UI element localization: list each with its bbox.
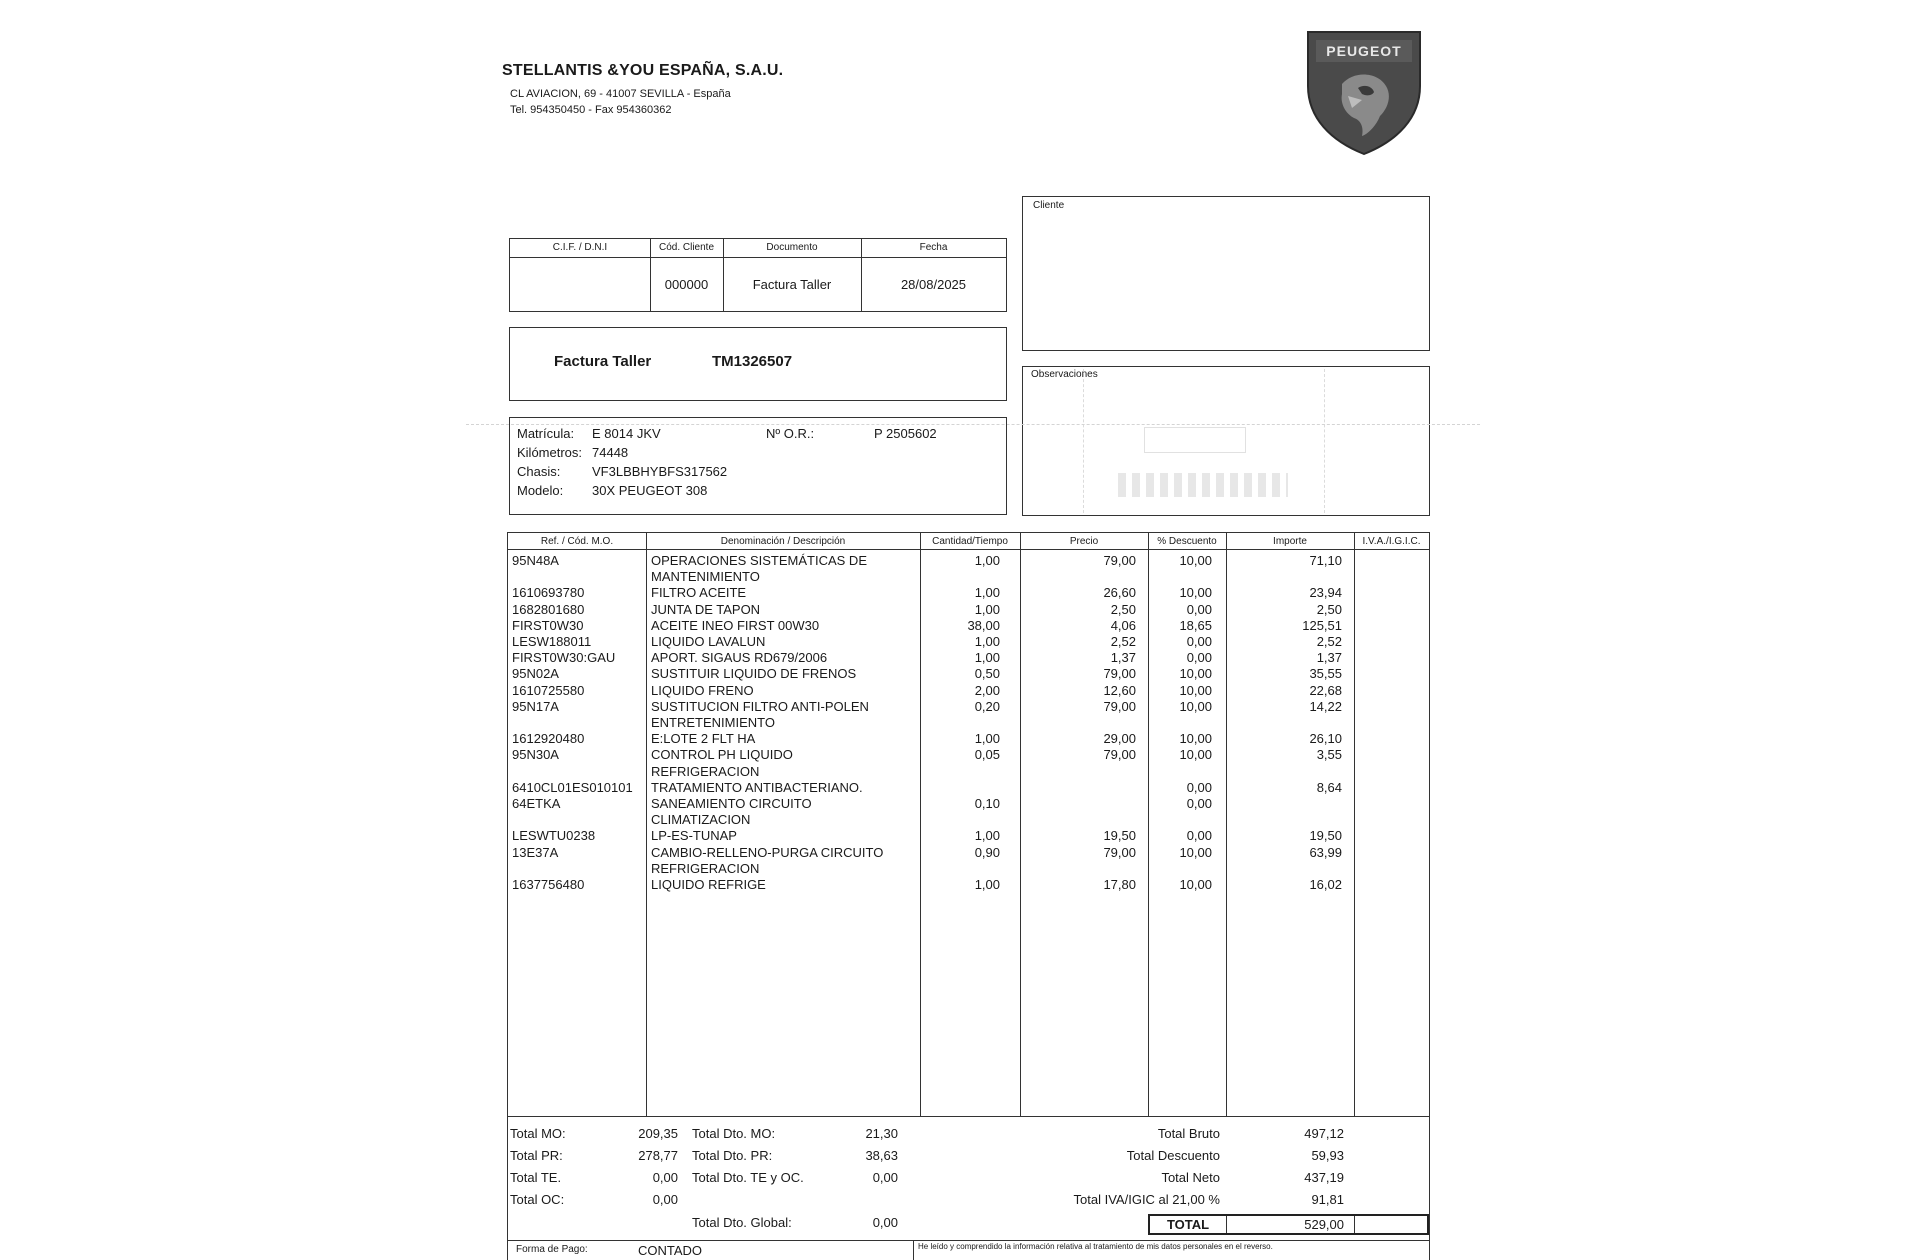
cell-qty: 0,10 xyxy=(974,796,1000,811)
dto-global-label: Total Dto. Global: xyxy=(692,1215,792,1230)
cell-ref: LESWTU0238 xyxy=(512,828,596,844)
cell-desc-continued: CLIMATIZACION xyxy=(651,812,751,828)
total-bruto-value: 497,12 xyxy=(1304,1126,1344,1141)
col-header-qty: Cantidad/Tiempo xyxy=(920,533,1020,550)
modelo-value: 30X PEUGEOT 308 xyxy=(592,483,708,498)
cod-cliente-value: 000000 xyxy=(664,277,709,292)
cell-amount: 23,94 xyxy=(1309,585,1342,601)
total-bruto-label: Total Bruto xyxy=(1157,1126,1220,1141)
total-neto-value: 437,19 xyxy=(1304,1170,1344,1185)
cell-qty: 1,00 xyxy=(974,601,1000,617)
table-row xyxy=(508,828,1429,844)
footer xyxy=(507,1240,1430,1260)
cell-disc: 10,00 xyxy=(1179,698,1212,714)
total-box xyxy=(1148,1214,1429,1235)
document-header-box xyxy=(509,238,1007,312)
total-te-label: Total TE. xyxy=(510,1170,562,1185)
cell-qty: 0,90 xyxy=(974,844,1000,860)
cell-price: 79,00 xyxy=(1103,747,1136,763)
cell-desc: FILTRO ACEITE xyxy=(651,585,747,601)
col-header-amount: Importe xyxy=(1226,533,1354,550)
chasis-value: VF3LBBHYBFS317562 xyxy=(592,464,728,479)
privacy-note: He leído y comprendido la información relativa al tratamiento de mis datos personales en el reverso. xyxy=(918,1242,1273,1251)
cell-desc: LIQUIDO REFRIGE xyxy=(651,877,766,892)
cell-ref: 95N02A xyxy=(512,666,559,682)
cliente-label: Cliente xyxy=(1033,200,1065,211)
cell-amount: 63,99 xyxy=(1309,844,1342,860)
cell-disc: 10,00 xyxy=(1179,747,1212,763)
cell-qty: 1,00 xyxy=(974,877,1000,892)
total-label: TOTAL xyxy=(1166,1217,1210,1232)
cell-desc: CAMBIO-RELLENO-PURGA CIRCUITO xyxy=(651,844,884,860)
cell-ref: 95N30A xyxy=(512,747,559,763)
cell-desc: SUSTITUCION FILTRO ANTI-POLEN xyxy=(651,698,869,714)
cell-desc: ACEITE INEO FIRST 00W30 xyxy=(651,617,820,633)
cell-amount: 19,50 xyxy=(1309,828,1342,844)
cell-price: 1,37 xyxy=(1110,650,1136,666)
cell-disc: 10,00 xyxy=(1179,731,1212,747)
fecha-value: 28/08/2025 xyxy=(900,277,967,292)
total-iva-label: Total IVA/IGIC al 21,00 % xyxy=(1073,1192,1220,1207)
cell-desc: JUNTA DE TAPON xyxy=(651,601,761,617)
cell-amount: 8,64 xyxy=(1316,779,1342,795)
cell-disc: 0,00 xyxy=(1186,796,1212,811)
cell-desc: LIQUIDO LAVALUN xyxy=(651,634,766,649)
svg-text:PEUGEOT: PEUGEOT xyxy=(1326,43,1402,59)
table-row xyxy=(508,699,1429,715)
table-row xyxy=(508,780,1429,796)
cell-ref: FIRST0W30 xyxy=(512,617,584,633)
chasis-label: Chasis: xyxy=(517,464,561,479)
cell-desc: LP-ES-TUNAP xyxy=(651,828,737,844)
cell-disc: 10,00 xyxy=(1179,666,1212,682)
total-neto-label: Total Neto xyxy=(1161,1170,1220,1185)
cell-desc: E:LOTE 2 FLT HA xyxy=(651,731,756,747)
dto-mo-value: 21,30 xyxy=(865,1126,898,1141)
col-header-ref: Ref. / Cód. M.O. xyxy=(508,533,646,550)
cell-desc: LIQUIDO FRENO xyxy=(651,682,754,698)
cell-price: 26,60 xyxy=(1103,585,1136,601)
company-phone: Tel. 954350450 - Fax 954360362 xyxy=(510,104,672,116)
cell-price: 2,52 xyxy=(1110,634,1136,649)
cell-price: 29,00 xyxy=(1103,731,1136,747)
cell-ref: 6410CL01ES010101 xyxy=(512,779,633,795)
cell-qty: 38,00 xyxy=(967,617,1000,633)
table-row xyxy=(508,877,1429,893)
invoice-box xyxy=(509,327,1007,401)
total-descuento-label: Total Descuento xyxy=(1126,1148,1220,1163)
table-row xyxy=(508,618,1429,634)
cell-desc: TRATAMIENTO ANTIBACTERIANO. xyxy=(651,779,863,795)
cell-desc-continued: ENTRETENIMIENTO xyxy=(651,715,775,730)
cif-label: C.I.F. / D.N.I xyxy=(552,242,608,253)
or-value: P 2505602 xyxy=(874,426,937,441)
cell-price: 79,00 xyxy=(1103,698,1136,714)
dto-pr-value: 38,63 xyxy=(865,1148,898,1163)
cell-ref: 1610725580 xyxy=(512,682,585,698)
cell-amount: 16,02 xyxy=(1309,877,1342,892)
total-value: 529,00 xyxy=(1304,1217,1344,1232)
table-row xyxy=(508,634,1429,650)
cell-ref: 1637756480 xyxy=(512,877,585,892)
cell-disc: 10,00 xyxy=(1179,553,1212,568)
cell-amount: 125,51 xyxy=(1302,617,1342,633)
invoice-number: TM1326507 xyxy=(712,353,793,370)
matricula-value: E 8014 JKV xyxy=(592,426,661,441)
cell-ref: 1682801680 xyxy=(512,601,585,617)
dto-global-value: 0,00 xyxy=(872,1215,898,1230)
cell-desc-continued: REFRIGERACION xyxy=(651,860,760,876)
cell-disc: 0,00 xyxy=(1186,828,1212,844)
cell-ref: 95N48A xyxy=(512,553,559,568)
cell-price: 79,00 xyxy=(1103,553,1136,568)
cell-disc: 0,00 xyxy=(1186,650,1212,666)
documento-value: Factura Taller xyxy=(752,277,832,292)
total-oc-value: 0,00 xyxy=(652,1192,678,1207)
col-header-desc: Denominación / Descripción xyxy=(646,533,920,550)
cell-qty: 1,00 xyxy=(974,634,1000,649)
cell-ref: LESW188011 xyxy=(512,634,592,649)
cell-amount: 22,68 xyxy=(1309,682,1342,698)
cell-amount: 2,52 xyxy=(1316,634,1342,649)
observaciones-label: Observaciones xyxy=(1031,369,1098,380)
table-row xyxy=(508,602,1429,618)
col-header-price: Precio xyxy=(1020,533,1148,550)
or-label: Nº O.R.: xyxy=(766,426,815,441)
cell-price: 79,00 xyxy=(1103,844,1136,860)
cell-desc: SUSTITUIR LIQUIDO DE FRENOS xyxy=(651,666,857,682)
total-pr-label: Total PR: xyxy=(510,1148,563,1163)
table-row xyxy=(508,585,1429,601)
table-row xyxy=(508,553,1429,569)
cell-ref: 95N17A xyxy=(512,698,559,714)
dto-pr-label: Total Dto. PR: xyxy=(692,1148,773,1163)
company-name: STELLANTIS &YOU ESPAÑA, S.A.U. xyxy=(502,62,784,79)
total-iva-value: 91,81 xyxy=(1311,1192,1344,1207)
cell-qty: 1,00 xyxy=(974,585,1000,601)
modelo-label: Modelo: xyxy=(517,483,564,498)
total-pr-value: 278,77 xyxy=(638,1148,678,1163)
km-label: Kilómetros: xyxy=(517,445,583,460)
km-value: 74448 xyxy=(592,445,629,460)
cell-price: 19,50 xyxy=(1103,828,1136,844)
forma-pago-label: Forma de Pago: xyxy=(516,1244,588,1255)
table-row xyxy=(508,650,1429,666)
col-header-discount: % Descuento xyxy=(1148,533,1226,550)
cell-price: 2,50 xyxy=(1110,601,1136,617)
matricula-label: Matrícula: xyxy=(517,426,575,441)
cell-qty: 0,50 xyxy=(974,666,1000,682)
peugeot-logo xyxy=(1302,26,1426,158)
cell-desc-continued: MANTENIMIENTO xyxy=(651,569,760,585)
cliente-box xyxy=(1022,196,1430,351)
cell-disc: 18,65 xyxy=(1179,617,1212,633)
cell-disc: 10,00 xyxy=(1179,844,1212,860)
cell-qty: 1,00 xyxy=(974,828,1000,844)
table-row xyxy=(508,731,1429,747)
fecha-label: Fecha xyxy=(919,242,948,253)
cell-amount: 2,50 xyxy=(1316,601,1342,617)
cell-disc: 0,00 xyxy=(1186,634,1212,649)
total-oc-label: Total OC: xyxy=(510,1192,565,1207)
cell-ref: FIRST0W30:GAU xyxy=(512,650,616,666)
table-row xyxy=(508,845,1429,861)
stamp-mark xyxy=(1083,369,1325,513)
observaciones-box xyxy=(1022,366,1430,516)
table-row xyxy=(508,747,1429,763)
dto-te-label: Total Dto. TE y OC. xyxy=(692,1170,804,1185)
cell-amount: 1,37 xyxy=(1316,650,1342,666)
vehicle-box xyxy=(509,417,1007,515)
cell-ref: 1610693780 xyxy=(512,585,585,601)
cell-desc: APORT. SIGAUS RD679/2006 xyxy=(651,650,828,666)
dto-te-value: 0,00 xyxy=(872,1170,898,1185)
cell-ref: 13E37A xyxy=(512,844,559,860)
cell-ref: 64ETKA xyxy=(512,796,561,811)
cell-qty: 2,00 xyxy=(974,682,1000,698)
table-row xyxy=(508,683,1429,699)
cell-amount: 3,55 xyxy=(1316,747,1342,763)
col-header-vat: I.V.A./I.G.I.C. xyxy=(1354,533,1429,550)
cell-qty: 0,20 xyxy=(974,698,1000,714)
cell-price: 12,60 xyxy=(1103,682,1136,698)
cell-qty: 1,00 xyxy=(974,553,1000,568)
forma-pago-value: CONTADO xyxy=(638,1243,703,1258)
cell-amount: 26,10 xyxy=(1309,731,1342,747)
cell-qty: 0,05 xyxy=(974,747,1000,763)
documento-label: Documento xyxy=(766,242,818,253)
cell-disc: 0,00 xyxy=(1186,779,1212,795)
company-address: CL AVIACION, 69 - 41007 SEVILLA - España xyxy=(510,88,731,100)
cell-desc: OPERACIONES SISTEMÁTICAS DE xyxy=(651,553,867,568)
cell-disc: 0,00 xyxy=(1186,601,1212,617)
cell-disc: 10,00 xyxy=(1179,585,1212,601)
dto-mo-label: Total Dto. MO: xyxy=(692,1126,776,1141)
cell-disc: 10,00 xyxy=(1179,682,1212,698)
table-row xyxy=(508,796,1429,812)
total-te-value: 0,00 xyxy=(652,1170,678,1185)
cell-qty: 1,00 xyxy=(974,650,1000,666)
cell-amount: 14,22 xyxy=(1309,698,1342,714)
total-mo-label: Total MO: xyxy=(510,1126,566,1141)
table-row xyxy=(508,666,1429,682)
cell-disc: 10,00 xyxy=(1179,877,1212,892)
total-mo-value: 209,35 xyxy=(638,1126,678,1141)
cell-price: 79,00 xyxy=(1103,666,1136,682)
cell-desc-continued: REFRIGERACION xyxy=(651,763,760,779)
total-descuento-value: 59,93 xyxy=(1311,1148,1344,1163)
table-body xyxy=(508,553,1429,1113)
cell-price: 17,80 xyxy=(1103,877,1136,892)
invoice-type: Factura Taller xyxy=(554,353,652,370)
cell-price: 4,06 xyxy=(1110,617,1136,633)
cell-amount: 35,55 xyxy=(1309,666,1342,682)
items-table xyxy=(507,532,1430,1117)
cell-desc: SANEAMIENTO CIRCUITO xyxy=(651,796,812,811)
totals-area xyxy=(507,1117,1430,1244)
cell-qty: 1,00 xyxy=(974,731,1000,747)
cell-desc: CONTROL PH LIQUIDO xyxy=(651,747,793,763)
cell-amount: 71,10 xyxy=(1309,553,1342,568)
cod-cliente-label: Cód. Cliente xyxy=(658,242,715,253)
cell-ref: 1612920480 xyxy=(512,731,585,747)
